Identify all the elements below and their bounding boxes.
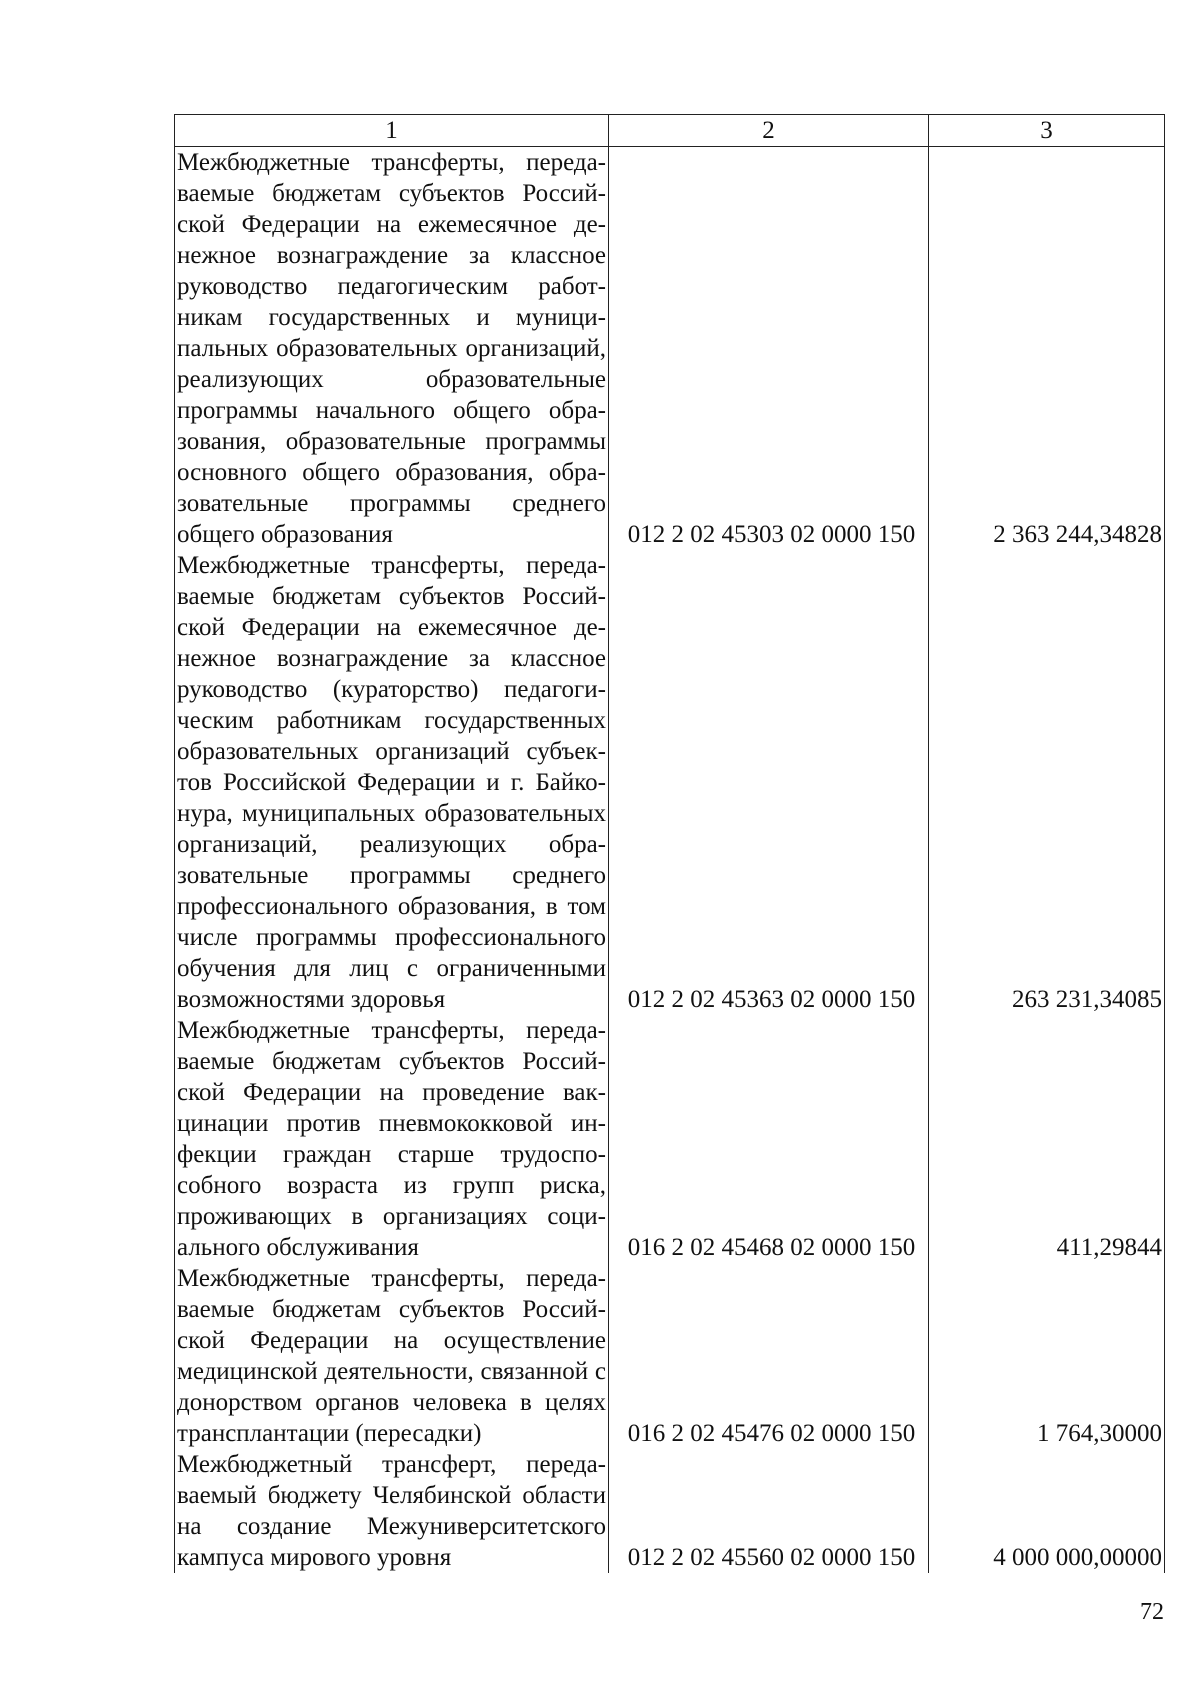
- budget-table: [174, 114, 1165, 1573]
- table-row: [175, 1449, 1165, 1573]
- row-description: Межбюджетные трансферты, передаваемые бюджетам субъектов Российской Федерации на проведение вакцинации против пневмококковой инфекции граждан старше трудоспособного возраста из групп риска, проживающих в организациях социального обслуживания: [175, 1015, 609, 1263]
- row-amount: 2 363 244,34828: [929, 147, 1165, 551]
- row-budget-code: 016 2 02 45476 02 0000 150: [609, 1263, 929, 1449]
- page-number: 72: [1140, 1599, 1164, 1625]
- table-header-row: [175, 115, 1165, 147]
- row-amount: 4 000 000,00000: [929, 1449, 1165, 1573]
- row-budget-code: 016 2 02 45468 02 0000 150: [609, 1015, 929, 1263]
- table-row: [175, 1263, 1165, 1449]
- row-amount: 263 231,34085: [929, 550, 1165, 1015]
- row-description: Межбюджетный трансферт, передаваемый бюджету Челябинской области на создание Межуниверситетского кампуса мирового уровня: [175, 1449, 609, 1573]
- column-header-1: 1: [175, 115, 609, 147]
- row-description: Межбюджетные трансферты, передаваемые бюджетам субъектов Российской Федерации на осуществление медицинской деятельности, связанной с донорством органов человека в целях трансплантации (пересадки): [175, 1263, 609, 1449]
- row-budget-code: 012 2 02 45303 02 0000 150: [609, 147, 929, 551]
- row-description: Межбюджетные трансферты, передаваемые бюджетам субъектов Российской Федерации на ежемесячное денежное вознаграждение за классное руководство (кураторство) педагогическим работникам государственных образовательных организаций субъектов Российской Федерации и г. Байконура, муниципальных образовательных организаций, реализующих образовательные программы среднего профессионального образования, в том числе программы профессионального обучения для лиц с ограниченными возможностями здоровья: [175, 550, 609, 1015]
- table-row: [175, 147, 1165, 551]
- column-header-2: 2: [609, 115, 929, 147]
- table-row: [175, 550, 1165, 1015]
- row-amount: 1 764,30000: [929, 1263, 1165, 1449]
- row-description: Межбюджетные трансферты, передаваемые бюджетам субъектов Российской Федерации на ежемесячное денежное вознаграждение за классное руководство педагогическим работникам государственных и муниципальных образовательных организаций, реализующих образовательные программы начального общего образования, образовательные программы основного общего образования, образовательные программы среднего общего образования: [175, 147, 609, 551]
- row-budget-code: 012 2 02 45363 02 0000 150: [609, 550, 929, 1015]
- row-amount: 411,29844: [929, 1015, 1165, 1263]
- row-budget-code: 012 2 02 45560 02 0000 150: [609, 1449, 929, 1573]
- table-row: [175, 1015, 1165, 1263]
- column-header-3: 3: [929, 115, 1165, 147]
